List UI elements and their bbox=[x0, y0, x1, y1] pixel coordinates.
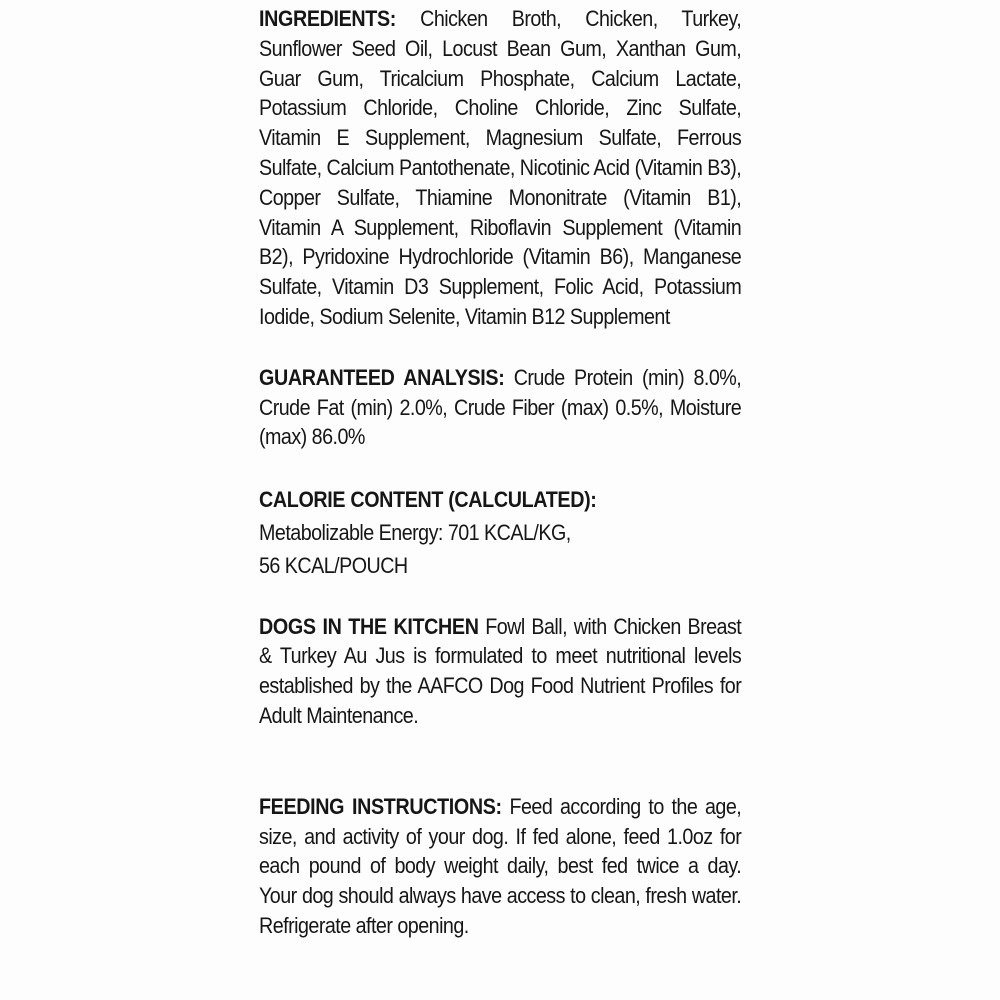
ingredients-text: Chicken Broth, Chicken, Turkey, Sunflower Seed Oil, Locust Bean Gum, Xanthan Gum, Guar Gum, Tricalcium Phosphate, Calcium Lactate, Potassium Chloride, Choline Chloride, Zinc Sulfate, Vitamin E Supplement, Magnesium Sulfate, Ferrous Sulfate, Calcium Pantothenate, Nicotinic Acid (Vitamin B3), Copper Sulfate, Thiamine Mononitrate (Vitamin B1), Vitamin A Supplement, Riboflavin Supplement (Vitamin B2), Pyridoxine Hydrochloride (Vitamin B6), Manganese Sulfate, Vitamin D3 Supplement, Folic Acid, Potassium Iodide, Sodium Selenite, Vitamin B12 Supplement bbox=[259, 6, 742, 329]
feeding-instructions-text: Feed according to the age, size, and activity of your dog. If fed alone, feed 1.0oz for each pound of body weight daily, best fed twice a day. Your dog should always have access to clean, fresh water. Refrigerate after opening. bbox=[259, 793, 742, 938]
feeding-instructions-section bbox=[259, 792, 741, 941]
guaranteed-analysis-heading: GUARANTEED ANALYSIS: bbox=[259, 364, 505, 390]
aafco-statement-text: Fowl Ball, with Chicken Breast & Turkey Au Jus is formulated to meet nutritional levels established by the AAFCO Dog Food Nutrient Profiles for Adult Maintenance. bbox=[259, 613, 742, 728]
calorie-energy-line: Metabolizable Energy: 701 KCAL/KG, bbox=[259, 519, 571, 545]
guaranteed-analysis-text: Crude Protein (min) 8.0%, Crude Fat (min) 2.0%, Crude Fiber (max) 0.5%, Moisture (max) 86.0% bbox=[259, 364, 742, 450]
calorie-content-section bbox=[259, 485, 741, 580]
aafco-statement-section bbox=[259, 612, 741, 731]
ingredients-heading: INGREDIENTS: bbox=[259, 6, 397, 31]
aafco-statement-heading: DOGS IN THE KITCHEN bbox=[259, 613, 479, 639]
calorie-pouch-line: 56 KCAL/POUCH bbox=[259, 552, 408, 578]
guaranteed-analysis-section bbox=[259, 363, 741, 452]
calorie-content-heading: CALORIE CONTENT (CALCULATED): bbox=[259, 487, 597, 513]
ingredients-section bbox=[259, 4, 741, 332]
label-text-column bbox=[259, 4, 741, 941]
feeding-instructions-heading: FEEDING INSTRUCTIONS: bbox=[259, 793, 502, 819]
